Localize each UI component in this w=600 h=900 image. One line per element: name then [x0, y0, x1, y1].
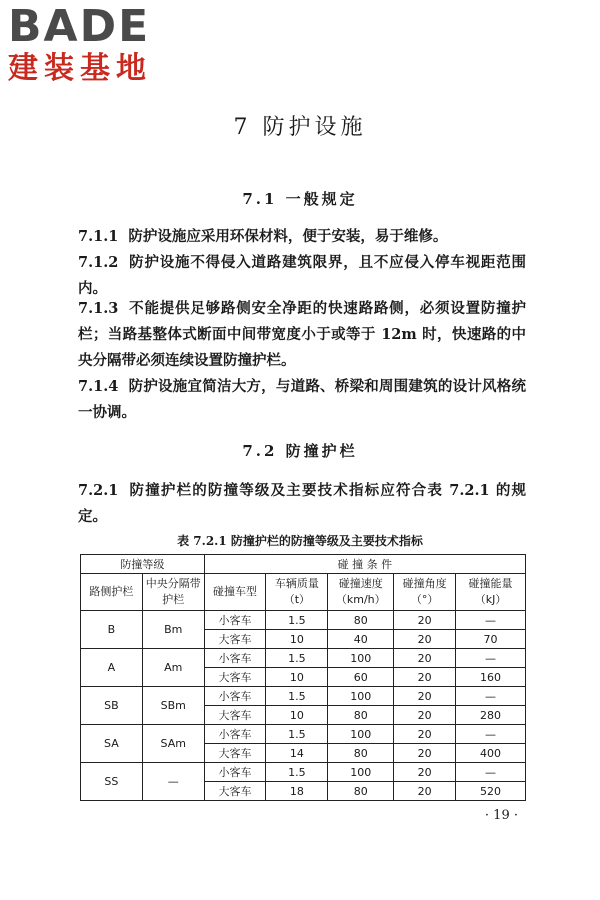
cell-roadside-level: A [81, 649, 143, 687]
table-row [81, 611, 526, 630]
cell-speed: 80 [328, 744, 394, 763]
cell-mass: 10 [266, 630, 328, 649]
cell-vehicle-type: 大客车 [204, 668, 266, 687]
cell-energy: 280 [456, 706, 526, 725]
clause-number: 7.1.2 [78, 254, 119, 271]
table-caption: 表 7.2.1 防撞护栏的防撞等级及主要技术指标 [177, 534, 423, 548]
cell-angle: 20 [394, 782, 456, 801]
cell-energy: 160 [456, 668, 526, 687]
cell-energy: — [456, 725, 526, 744]
cell-speed: 100 [328, 687, 394, 706]
cell-speed: 100 [328, 649, 394, 668]
crash-barrier-table [80, 554, 526, 801]
cell-vehicle-type: 小客车 [204, 611, 266, 630]
cell-angle: 20 [394, 725, 456, 744]
cell-speed: 80 [328, 611, 394, 630]
table-row [81, 763, 526, 782]
cell-median-level: — [142, 763, 204, 801]
header-impact-speed: 碰撞速度（km/h） [328, 574, 394, 611]
cell-angle: 20 [394, 649, 456, 668]
cell-mass: 10 [266, 706, 328, 725]
clause-text: 不能提供足够路侧安全净距的快速路路侧，必须设置防撞护栏；当路基整体式断面中间带宽度小于或等于 12m 时，快速路的中央分隔带必须连续设置防撞护栏。 [78, 300, 526, 369]
cell-vehicle-type: 小客车 [204, 725, 266, 744]
cell-speed: 100 [328, 763, 394, 782]
cell-vehicle-type: 大客车 [204, 782, 266, 801]
cell-mass: 1.5 [266, 687, 328, 706]
table-row [81, 649, 526, 668]
cell-roadside-level: SA [81, 725, 143, 763]
cell-angle: 20 [394, 744, 456, 763]
page-number: · 19 · [484, 808, 518, 823]
cell-mass: 1.5 [266, 649, 328, 668]
cell-speed: 100 [328, 725, 394, 744]
section-title-7-1: 7.1 一般规定 [242, 190, 358, 208]
cell-vehicle-type: 小客车 [204, 687, 266, 706]
cell-angle: 20 [394, 763, 456, 782]
header-impact-energy: 碰撞能量（kJ） [456, 574, 526, 611]
clause-number: 7.1.1 [78, 228, 119, 245]
cell-mass: 1.5 [266, 763, 328, 782]
clause-number: 7.2.1 [78, 482, 119, 499]
clause-text: 防护设施应采用环保材料，便于安装，易于维修。 [128, 228, 448, 245]
cell-angle: 20 [394, 611, 456, 630]
cell-vehicle-type: 大客车 [204, 630, 266, 649]
cell-energy: 400 [456, 744, 526, 763]
cell-median-level: Bm [142, 611, 204, 649]
chapter-title: 7 防护设施 [233, 115, 367, 140]
header-median-barrier: 中央分隔带护栏 [142, 574, 204, 611]
cell-speed: 60 [328, 668, 394, 687]
cell-median-level: SAm [142, 725, 204, 763]
clause-number: 7.1.3 [78, 300, 119, 317]
cell-energy: 520 [456, 782, 526, 801]
cell-speed: 40 [328, 630, 394, 649]
table-row [81, 725, 526, 744]
header-vehicle-mass: 车辆质量（t） [266, 574, 328, 611]
table-row [81, 687, 526, 706]
cell-roadside-level: SS [81, 763, 143, 801]
cell-speed: 80 [328, 782, 394, 801]
logo [8, 1, 188, 88]
cell-vehicle-type: 大客车 [204, 744, 266, 763]
clause-text: 防护设施宜简洁大方，与道路、桥梁和周围建筑的设计风格统一协调。 [78, 378, 526, 421]
cell-mass: 1.5 [266, 725, 328, 744]
logo-brand: BADE [8, 1, 151, 52]
cell-roadside-level: SB [81, 687, 143, 725]
clause-text: 防撞护栏的防撞等级及主要技术指标应符合表 7.2.1 的规定。 [78, 482, 526, 525]
cell-mass: 18 [266, 782, 328, 801]
clause-7-1-2 [78, 250, 526, 302]
clause-text: 防护设施不得侵入道路建筑限界，且不应侵入停车视距范围内。 [78, 254, 526, 297]
section-title-7-2: 7.2 防撞护栏 [242, 442, 358, 460]
cell-energy: — [456, 687, 526, 706]
cell-median-level: Am [142, 649, 204, 687]
header-roadside-barrier: 路侧护栏 [81, 574, 143, 611]
clause-7-2-1 [78, 478, 526, 530]
header-protection-level: 防撞等级 [81, 555, 205, 574]
cell-angle: 20 [394, 668, 456, 687]
header-impact-conditions: 碰 撞 条 件 [204, 555, 525, 574]
clause-7-1-1 [78, 224, 526, 250]
cell-energy: 70 [456, 630, 526, 649]
cell-roadside-level: B [81, 611, 143, 649]
cell-median-level: SBm [142, 687, 204, 725]
header-impact-angle: 碰撞角度（°） [394, 574, 456, 611]
cell-mass: 10 [266, 668, 328, 687]
cell-energy: — [456, 763, 526, 782]
cell-energy: — [456, 649, 526, 668]
cell-angle: 20 [394, 706, 456, 725]
cell-angle: 20 [394, 630, 456, 649]
cell-vehicle-type: 大客车 [204, 706, 266, 725]
cell-energy: — [456, 611, 526, 630]
cell-vehicle-type: 小客车 [204, 763, 266, 782]
cell-vehicle-type: 小客车 [204, 649, 266, 668]
clause-7-1-3 [78, 296, 526, 374]
clause-7-1-4 [78, 374, 526, 426]
cell-mass: 14 [266, 744, 328, 763]
cell-mass: 1.5 [266, 611, 328, 630]
header-vehicle-type: 碰撞车型 [204, 574, 266, 611]
cell-angle: 20 [394, 687, 456, 706]
logo-subtitle: 建装基地 [8, 51, 152, 86]
cell-speed: 80 [328, 706, 394, 725]
clause-number: 7.1.4 [78, 378, 119, 395]
